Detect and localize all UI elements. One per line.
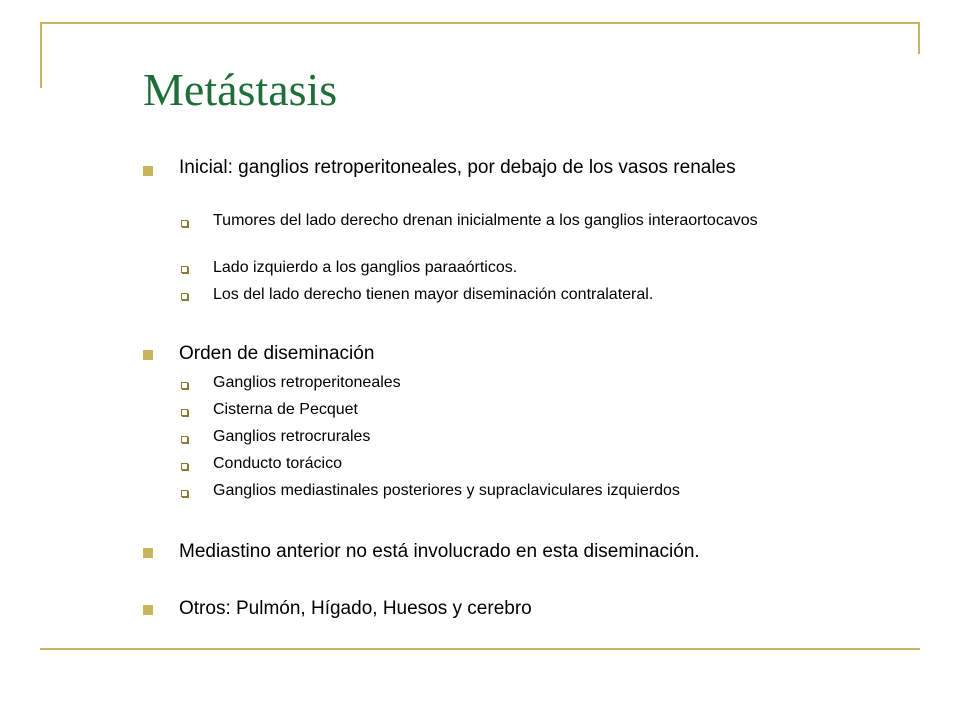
bullet-1-sub-1: Tumores del lado derecho drenan inicialmente a los ganglios interaortocavos: [213, 212, 758, 229]
sub-bullet-box-icon: [181, 293, 188, 300]
bullet-square-icon: [143, 548, 153, 558]
sub-bullet-box-icon: [181, 463, 188, 470]
bullet-2-text: Orden de diseminación: [179, 343, 375, 364]
sub-bullet-box-icon: [181, 436, 188, 443]
bullet-square-icon: [143, 605, 153, 615]
bullet-2-sub-4: Conducto torácico: [213, 455, 342, 472]
sub-bullet-box-icon: [181, 266, 188, 273]
bullet-1-sub-2: Lado izquierdo a los ganglios paraaórticos.: [213, 259, 518, 276]
bullet-3-text: Mediastino anterior no está involucrado en esta diseminación.: [179, 541, 700, 562]
sub-bullet-box-icon: [181, 490, 188, 497]
bullet-2-sub-3: Ganglios retrocrurales: [213, 428, 371, 445]
sub-bullet-box-icon: [181, 382, 188, 389]
slide-title: Metástasis: [143, 64, 338, 115]
bullet-2-sub-5: Ganglios mediastinales posteriores y supraclaviculares izquierdos: [213, 482, 680, 499]
sub-bullet-box-icon: [181, 409, 188, 416]
bullet-square-icon: [143, 166, 153, 176]
bullet-square-icon: [143, 350, 153, 360]
sub-bullet-box-icon: [181, 220, 188, 227]
bullet-2-sub-1: Ganglios retroperitoneales: [213, 374, 401, 391]
bullet-1-sub-3: Los del lado derecho tienen mayor diseminación contralateral.: [213, 286, 654, 303]
bullet-1-text: Inicial: ganglios retroperitoneales, por debajo de los vasos renales: [179, 157, 736, 178]
bullet-4-text: Otros: Pulmón, Hígado, Huesos y cerebro: [179, 598, 532, 619]
bullet-2-sub-2: Cisterna de Pecquet: [213, 401, 358, 418]
